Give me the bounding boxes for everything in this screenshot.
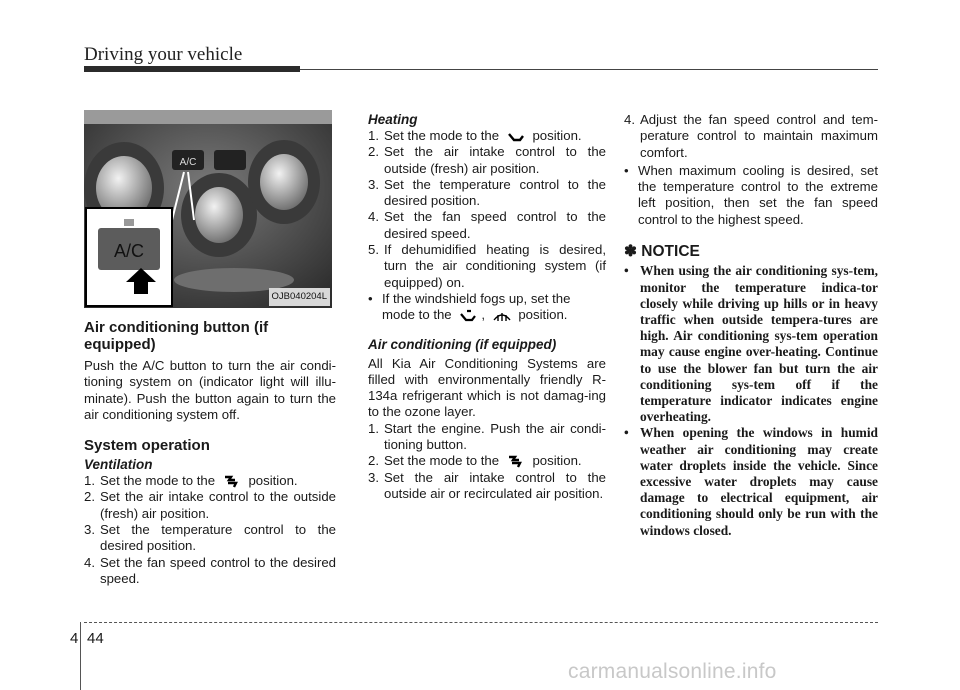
list-item: • If the windshield fogs up, set the mode to the , position.	[368, 290, 571, 323]
page-header-title: Driving your vehicle	[84, 44, 243, 65]
list-item: 4. Set the fan speed control to the desired speed.	[84, 554, 336, 586]
ac-button-photo	[84, 110, 332, 308]
list-item: 1. Set the mode to the position.	[84, 473, 298, 489]
mode-face-icon	[506, 455, 526, 469]
figure-code: OJB040204L	[269, 288, 330, 306]
ac-steps	[368, 421, 606, 502]
list-item: • When opening the windows in humid weather air conditioning may create water droplets inside the vehicle. Since excessive water droplets may cause damage to electrical equipment, air conditioning should only be run with the windows closed.	[624, 425, 878, 538]
mode-floor-icon	[506, 130, 526, 144]
sub-heading-air-conditioning: Air conditioning (if equipped)	[368, 336, 557, 352]
section-heading-ac-button: Air conditioning button (if equipped)	[84, 319, 269, 353]
footer-divider	[80, 622, 81, 690]
notice-box	[624, 244, 878, 539]
notice-title: ✽ NOTICE	[624, 243, 700, 261]
column-3	[624, 112, 878, 539]
list-item: 1. Start the engine. Push the air condi-tioning button.	[368, 420, 606, 453]
ac-steps-continued	[624, 112, 878, 539]
section-heading-system-operation: System operation	[84, 437, 210, 455]
list-item: 1. Set the mode to the position.	[368, 128, 582, 143]
page-number-value: 44	[87, 630, 104, 647]
column-1	[84, 110, 336, 587]
sub-heading-ventilation: Ventilation	[84, 457, 153, 473]
list-item: 3. Set the temperature control to the desired position.	[84, 522, 336, 554]
mode-floor-defrost-icon	[458, 309, 478, 323]
svg-text:A/C: A/C	[179, 157, 197, 168]
defog-bullet-list	[368, 291, 606, 324]
list-item: 2. Set the mode to the position.	[368, 453, 582, 469]
ac-button-paragraph: Push the A/C button to turn the air condi-tioning system on (indicator light will illu-minate). Push the button again to turn the air conditioning system off.	[84, 358, 336, 422]
footer-rule	[84, 622, 878, 623]
header-bar	[84, 66, 300, 72]
list-item: 3. Set the temperature control to the desired position.	[368, 176, 606, 209]
defrost-icon	[492, 309, 512, 323]
list-item: 2. Set the air intake control to the outside (fresh) air position.	[368, 144, 606, 176]
mode-face-icon	[222, 475, 242, 489]
column-2	[368, 112, 606, 502]
ac-paragraph: All Kia Air Conditioning Systems are filled with environmentally friendly R-134a refrigerant which is not damag-ing to the ozone layer.	[368, 355, 606, 420]
list-item: 4. Adjust the fan speed control and tem-perature control to maintain maximum comfort.	[624, 112, 878, 160]
svg-text:A/C: A/C	[113, 241, 145, 261]
list-item: • When maximum cooling is desired, set the temperature control to the extreme left position, then set the fan speed control to the highest speed.	[624, 162, 878, 227]
list-item: 3. Set the air intake control to the outside air or recirculated air position.	[368, 469, 606, 501]
list-item: 2. Set the air intake control to the outside (fresh) air position.	[84, 489, 336, 521]
heating-steps	[368, 128, 606, 291]
dashboard-illustration	[84, 110, 332, 308]
notice-list	[624, 263, 878, 538]
max-cooling-bullet	[624, 163, 878, 228]
list-item: 4. Set the fan speed control to the desired speed.	[368, 209, 606, 241]
section-number: 4	[70, 630, 79, 647]
sub-heading-heating: Heating	[368, 112, 418, 127]
ventilation-steps	[84, 473, 336, 587]
list-item: • When using the air conditioning sys-tem, monitor the temperature indica-tor closely while driving up hills or in heavy traffic when outside tempera-tures are high. Air conditioning sys-tem operation may cause engine over-heating. Continue to use the blower fan but turn the air conditioning sys-tem off if the temperature indicator indicates engine overheating.	[624, 263, 878, 425]
list-item: 5. If dehumidified heating is desired, turn the air conditioning system (if equipped) on.	[368, 242, 606, 290]
header-rule	[300, 69, 878, 70]
watermark: carmanualsonline.info	[568, 660, 777, 683]
